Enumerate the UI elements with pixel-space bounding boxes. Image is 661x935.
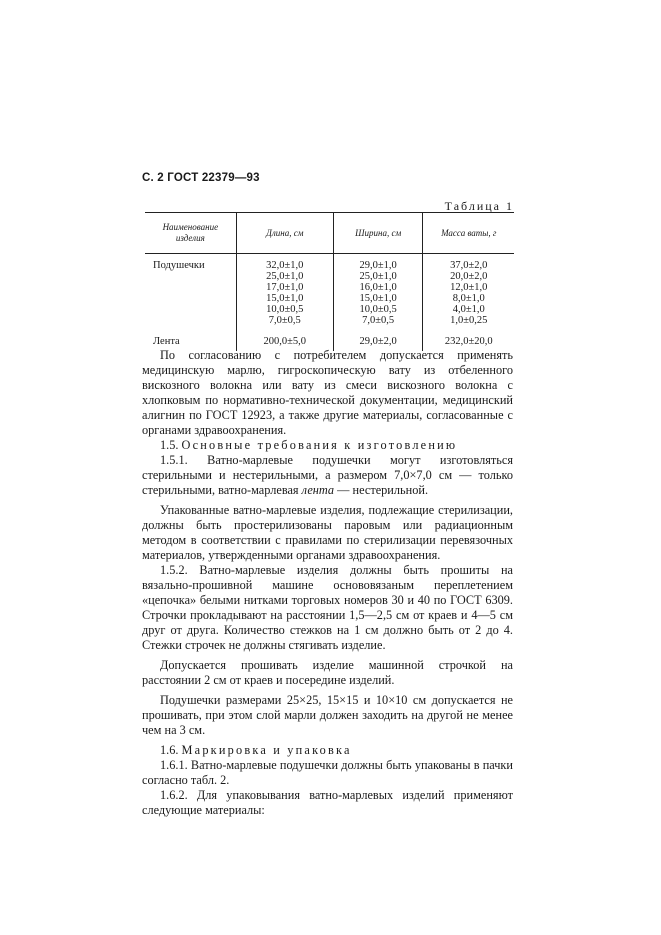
specification-table (145, 212, 514, 351)
width-value: 15,0±1,0 (359, 293, 397, 304)
mass-value: 37,0±2,0 (450, 260, 488, 271)
paragraph-1-5-2: 1.5.2. Ватно-марлевые изделия должны быть прошиты на вязально-прошивной машине основовязаным переплетением «цепочка» белыми нитками торговых номеров 30 и 40 по ГОСТ 6309. Строчки прокладывают на расстоянии 1,5—2,5 см от краев и 4—5 см друг от друга. Количество стежков на 1 см должно быть от 2 до 4. Стежки строчек не должны стягивать изделие. (142, 563, 513, 652)
section-title: Маркировка и упаковка (181, 743, 352, 757)
mass-cell (423, 254, 514, 327)
width-value: 25,0±1,0 (359, 271, 397, 282)
paragraph: Подушечки размерами 25×25, 15×15 и 10×10 см допускается не прошивать, при этом слой марли должен заходить на другой не менее чем на 3 см. (142, 693, 513, 737)
length-value: 200,0±5,0 (263, 336, 307, 347)
paragraph-text: 1.5.1. Ватно-марлевые подушечки могут изготовляться стерильными и нестерильными, а размером 7,0×7,0 см — только стерильными, ватно-марлевая (142, 453, 513, 497)
section-title: Основные требования к изготовлению (181, 438, 458, 452)
length-value: 10,0±0,5 (266, 304, 304, 315)
paragraph: Упакованные ватно-марлевые изделия, подлежащие стерилизации, должны быть простерилизованы паровым или радиационным методом в соответствии с правилами по стерилизации перевязочных материалов, утвержденными органами здравоохранения. (142, 503, 513, 562)
length-value: 25,0±1,0 (266, 271, 304, 282)
length-value: 7,0±0,5 (268, 315, 301, 326)
width-value: 10,0±0,5 (359, 304, 397, 315)
section-heading-1-5 (142, 438, 513, 453)
table-title: Таблица 1 (444, 199, 514, 213)
section-number: 1.5. (160, 438, 179, 452)
paragraph: Допускается прошивать изделие машинной строчкой на расстоянии 2 см от краев и посередине изделий. (142, 658, 513, 687)
column-header-width: Ширина, см (333, 213, 423, 254)
mass-value: 4,0±1,0 (452, 304, 485, 315)
mass-value: 8,0±1,0 (452, 293, 485, 304)
paragraph: По согласованию с потребителем допускается применять медицинскую марлю, гигроскопическую вату из отбеленного вискозного волокна или вату из смеси вискозного волокна с хлопковым по нормативно-технической документации, медицинский алигнин по ГОСТ 12923, а также другие материалы, согласованные с органами здравоохранения. (142, 348, 513, 437)
paragraph-1-6-2: 1.6.2. Для упаковывания ватно-марлевых изделий применяют следующие материалы: (142, 788, 513, 817)
length-value: 17,0±1,0 (266, 282, 304, 293)
table-header-row (145, 213, 514, 254)
section-number: 1.6. (160, 743, 179, 757)
paragraph-1-5-1 (142, 453, 513, 498)
width-cell (333, 254, 423, 327)
mass-value: 12,0±1,0 (450, 282, 488, 293)
width-value: 29,0±1,0 (359, 260, 397, 271)
table-row (145, 254, 514, 327)
length-cell (236, 254, 333, 327)
width-value: 29,0±2,0 (359, 336, 397, 347)
page-header: С. 2 ГОСТ 22379—93 (142, 172, 260, 184)
width-value: 7,0±0,5 (362, 315, 395, 326)
mass-value: 232,0±20,0 (444, 336, 493, 347)
mass-value: 20,0±2,0 (450, 271, 488, 282)
length-value: 32,0±1,0 (266, 260, 304, 271)
body-text (142, 348, 513, 818)
column-header-length: Длина, см (236, 213, 333, 254)
length-value: 15,0±1,0 (266, 293, 304, 304)
column-header-mass: Масса ваты, г (423, 213, 514, 254)
paragraph-1-6-1: 1.6.1. Ватно-марлевые подушечки должны быть упакованы в пачки согласно табл. 2. (142, 758, 513, 787)
paragraph-text: — нестерильной. (337, 483, 429, 497)
column-header-name: Наименование изделия (145, 213, 236, 254)
row-name: Лента (153, 336, 180, 347)
section-heading-1-6 (142, 743, 513, 758)
row-name: Подушечки (153, 260, 205, 271)
paragraph-emphasis: лента (301, 483, 335, 497)
width-value: 16,0±1,0 (359, 282, 397, 293)
mass-value: 1,0±0,25 (450, 315, 488, 326)
